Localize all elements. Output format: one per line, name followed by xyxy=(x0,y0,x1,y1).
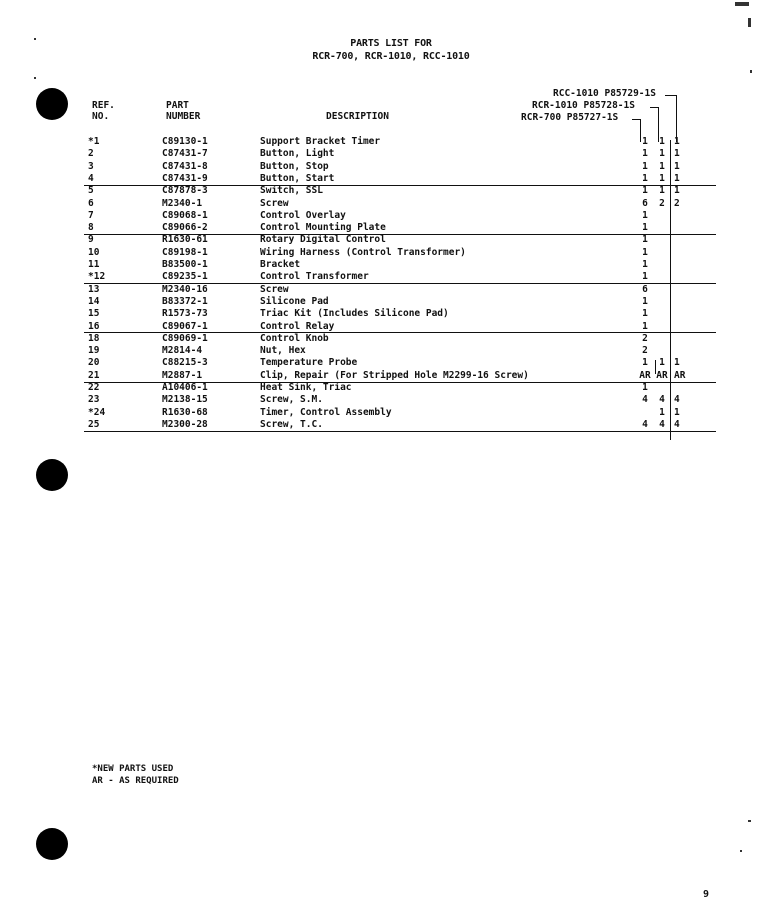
ref-cell: 7 xyxy=(88,209,94,221)
qty-rcc-1010-cell: 1 xyxy=(674,406,680,418)
qty-rcc-1010-cell: 1 xyxy=(674,160,680,172)
qty-rcr-700-cell: 1 xyxy=(642,295,648,307)
binder-hole-2 xyxy=(36,459,68,491)
part-number-cell: C89069-1 xyxy=(162,332,208,344)
model-label-rcc-1010: RCC-1010 P85729-1S xyxy=(553,88,656,99)
qty-rcr-700-cell: 1 xyxy=(642,148,648,160)
part-number-cell: R1630-68 xyxy=(162,406,208,418)
qty-rcr-700-cell: 1 xyxy=(642,246,648,258)
group-divider-line xyxy=(84,185,716,186)
description-cell: Temperature Probe xyxy=(260,357,358,369)
part-number-cell: R1573-73 xyxy=(162,308,208,320)
qty-rcr-700-cell: 1 xyxy=(642,136,648,147)
description-cell: Button, Stop xyxy=(260,160,329,172)
model-label-rcr-700: RCR-700 P85727-1S xyxy=(521,112,619,123)
qty-rcr-1010-cell: 4 xyxy=(659,418,665,430)
table-row xyxy=(84,136,716,148)
description-cell: Rotary Digital Control xyxy=(260,234,386,246)
qty-rcc-1010-cell: 1 xyxy=(674,185,680,197)
table-row xyxy=(84,308,716,320)
part-number-cell: C89235-1 xyxy=(162,271,208,283)
group-divider-line xyxy=(84,234,716,235)
table-row xyxy=(84,382,716,394)
part-number-cell: M2340-1 xyxy=(162,197,203,209)
binder-hole-1 xyxy=(36,88,68,120)
qty-rcr-700-cell: 4 xyxy=(642,418,648,430)
table-row xyxy=(84,222,716,234)
qty-rcr-700-cell: 1 xyxy=(642,172,648,184)
part-number-cell: C89130-1 xyxy=(162,136,208,147)
table-row xyxy=(84,173,716,185)
part-number-cell: C88215-3 xyxy=(162,357,208,369)
header-ref: REF. NO. xyxy=(92,100,115,122)
scan-speck xyxy=(750,70,752,73)
column-divider xyxy=(670,140,671,440)
page-subtitle: RCR-700, RCR-1010, RCC-1010 xyxy=(312,51,470,62)
qty-rcr-700-cell: 1 xyxy=(642,209,648,221)
description-cell: Silicone Pad xyxy=(260,295,329,307)
qty-rcr-700-cell: 2 xyxy=(642,332,648,344)
ref-cell: 3 xyxy=(88,160,94,172)
ref-cell: *12 xyxy=(88,271,106,283)
qty-rcr-1010-cell: 1 xyxy=(659,357,665,369)
part-number-cell: R1630-61 xyxy=(162,234,208,246)
part-number-cell: M2340-16 xyxy=(162,283,208,295)
qty-rcc-1010-cell: 2 xyxy=(674,197,680,209)
scan-speck xyxy=(735,2,749,6)
description-cell: Button, Start xyxy=(260,172,335,184)
qty-rcr-1010-cell: 1 xyxy=(659,136,665,147)
description-cell: Nut, Hex xyxy=(260,345,306,357)
ref-cell: 18 xyxy=(88,332,100,344)
group-divider-line xyxy=(84,283,716,284)
table-row xyxy=(84,394,716,406)
note-new-parts: *NEW PARTS USED xyxy=(92,764,174,774)
ref-cell: 15 xyxy=(88,308,100,320)
part-number-cell: A10406-1 xyxy=(162,382,208,393)
part-number-cell: C89068-1 xyxy=(162,209,208,221)
description-cell: Control Relay xyxy=(260,320,335,332)
table-row xyxy=(84,357,716,369)
part-number-cell: B83500-1 xyxy=(162,259,208,270)
ref-cell: 19 xyxy=(88,345,100,357)
table-row xyxy=(84,321,716,333)
table-row xyxy=(84,284,716,296)
qty-rcr-700-cell: 1 xyxy=(642,234,648,246)
table-row xyxy=(84,345,716,357)
qty-rcc-1010-cell: 1 xyxy=(674,172,680,184)
qty-rcc-1010-cell: 1 xyxy=(674,136,680,147)
description-cell: Screw xyxy=(260,197,289,209)
qty-rcr-1010-cell: 1 xyxy=(659,148,665,160)
ref-cell: 10 xyxy=(88,246,100,258)
description-cell: Switch, SSL xyxy=(260,185,323,197)
ref-cell: 25 xyxy=(88,418,100,430)
ref-cell: 2 xyxy=(88,148,94,160)
ref-cell: *24 xyxy=(88,406,106,418)
qty-rcc-1010-cell: 1 xyxy=(674,357,680,369)
table-row xyxy=(84,185,716,197)
qty-rcr-700-cell: AR xyxy=(639,369,651,381)
part-number-cell: C87431-7 xyxy=(162,148,208,160)
qty-rcc-1010-cell: AR xyxy=(674,369,686,381)
table-row xyxy=(84,407,716,419)
qty-rcc-1010-cell: 4 xyxy=(674,418,680,430)
binder-hole-3 xyxy=(36,828,68,860)
scan-speck xyxy=(34,38,36,40)
qty-rcr-1010-cell: AR xyxy=(656,369,668,381)
scan-speck xyxy=(748,18,751,27)
scan-speck xyxy=(748,820,751,822)
part-number-cell: C87878-3 xyxy=(162,185,208,197)
part-number-cell: M2138-15 xyxy=(162,394,208,406)
part-number-cell: M2300-28 xyxy=(162,418,208,430)
qty-rcr-700-cell: 2 xyxy=(642,345,648,357)
ref-cell: 6 xyxy=(88,197,94,209)
header-description: DESCRIPTION xyxy=(326,111,389,122)
description-cell: Timer, Control Assembly xyxy=(260,406,392,418)
qty-rcr-1010-cell: 1 xyxy=(659,160,665,172)
ref-cell: 11 xyxy=(88,259,100,270)
qty-rcc-1010-cell: 4 xyxy=(674,394,680,406)
table-row xyxy=(84,234,716,246)
table-row xyxy=(84,419,716,431)
description-cell: Control Transformer xyxy=(260,271,369,283)
description-cell: Support Bracket Timer xyxy=(260,136,381,147)
qty-rcr-700-cell: 1 xyxy=(642,160,648,172)
ref-cell: 5 xyxy=(88,185,94,197)
qty-rcr-700-cell: 1 xyxy=(642,320,648,332)
page-title: PARTS LIST FOR xyxy=(350,38,432,49)
qty-rcr-1010-cell: 1 xyxy=(659,185,665,197)
qty-rcr-1010-cell: 1 xyxy=(659,172,665,184)
group-divider-line xyxy=(84,382,716,383)
qty-rcr-700-cell: 6 xyxy=(642,283,648,295)
table-row xyxy=(84,198,716,210)
page-number: 9 xyxy=(703,889,710,900)
ref-cell: 8 xyxy=(88,222,94,234)
table-row xyxy=(84,370,716,382)
description-cell: Screw xyxy=(260,283,289,295)
ref-cell: 22 xyxy=(88,382,100,393)
table-row xyxy=(84,271,716,283)
description-cell: Triac Kit (Includes Silicone Pad) xyxy=(260,308,449,320)
part-number-cell: C89067-1 xyxy=(162,320,208,332)
table-row xyxy=(84,259,716,271)
qty-rcr-1010-cell: 1 xyxy=(659,406,665,418)
description-cell: Screw, S.M. xyxy=(260,394,323,406)
description-cell: Heat Sink, Triac xyxy=(260,382,352,393)
description-cell: Clip, Repair (For Stripped Hole M2299-16 Screw) xyxy=(260,369,529,381)
qty-rcr-1010-cell: 2 xyxy=(659,197,665,209)
ref-cell: 23 xyxy=(88,394,100,406)
table-row xyxy=(84,210,716,222)
description-cell: Control Knob xyxy=(260,332,329,344)
description-cell: Button, Light xyxy=(260,148,335,160)
part-number-cell: M2814-4 xyxy=(162,345,203,357)
part-number-cell: C87431-9 xyxy=(162,172,208,184)
scan-speck xyxy=(34,77,36,79)
ref-cell: 13 xyxy=(88,283,100,295)
description-cell: Control Mounting Plate xyxy=(260,222,386,234)
ref-cell: 20 xyxy=(88,357,100,369)
ref-cell: 16 xyxy=(88,320,100,332)
part-number-cell: B83372-1 xyxy=(162,295,208,307)
group-divider-line xyxy=(84,431,716,432)
qty-rcr-700-cell: 1 xyxy=(642,185,648,197)
table-row xyxy=(84,247,716,259)
table-row xyxy=(84,161,716,173)
qty-rcr-700-cell: 1 xyxy=(642,382,648,393)
table-row xyxy=(84,148,716,160)
qty-rcr-700-cell: 1 xyxy=(642,357,648,369)
qty-rcr-700-cell: 1 xyxy=(642,308,648,320)
description-cell: Bracket xyxy=(260,259,301,270)
group-divider-line xyxy=(84,332,716,333)
part-number-cell: C87431-8 xyxy=(162,160,208,172)
model-label-rcr-1010: RCR-1010 P85728-1S xyxy=(532,100,635,111)
ref-cell: *1 xyxy=(88,136,100,147)
ref-cell: 21 xyxy=(88,369,100,381)
part-number-cell: C89198-1 xyxy=(162,246,208,258)
qty-rcr-700-cell: 4 xyxy=(642,394,648,406)
description-cell: Screw, T.C. xyxy=(260,418,323,430)
table-row xyxy=(84,296,716,308)
description-cell: Wiring Harness (Control Transformer) xyxy=(260,246,466,258)
qty-rcc-1010-cell: 1 xyxy=(674,148,680,160)
model-bracket-rcc-1010 xyxy=(665,95,677,142)
description-cell: Control Overlay xyxy=(260,209,346,221)
qty-rcr-700-cell: 1 xyxy=(642,271,648,283)
ref-cell: 9 xyxy=(88,234,94,246)
scan-speck xyxy=(740,850,742,852)
qty-rcr-700-cell: 6 xyxy=(642,197,648,209)
table-row xyxy=(84,333,716,345)
header-part: PART NUMBER xyxy=(166,100,201,122)
ref-cell: 14 xyxy=(88,295,100,307)
part-number-cell: M2887-1 xyxy=(162,369,203,381)
qty-rcr-700-cell: 1 xyxy=(642,222,648,234)
qty-rcr-700-cell: 1 xyxy=(642,259,648,270)
part-number-cell: C89066-2 xyxy=(162,222,208,234)
qty-rcr-1010-cell: 4 xyxy=(659,394,665,406)
ref-cell: 4 xyxy=(88,172,94,184)
column-divider-short xyxy=(655,360,656,374)
note-as-required: AR - AS REQUIRED xyxy=(92,776,179,786)
